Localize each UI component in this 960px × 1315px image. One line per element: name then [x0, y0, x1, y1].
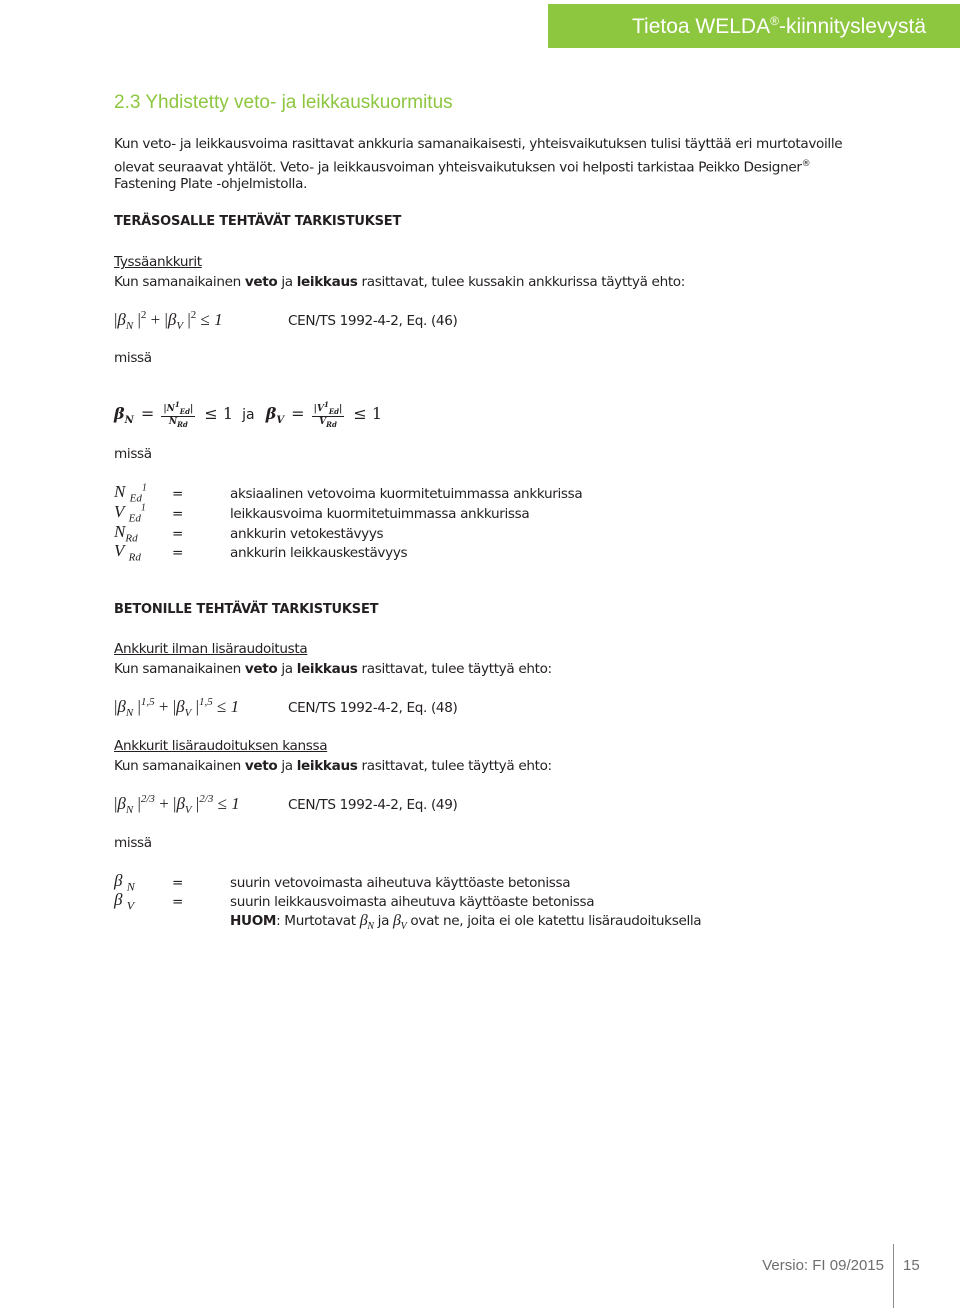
beta-ja-label: ja: [242, 406, 255, 423]
missa-label-2: missä: [114, 446, 152, 462]
intro-line-3: Fastening Plate -ohjelmistolla.: [114, 176, 308, 192]
def-symbol-beta-N: β $_N$: [114, 871, 135, 894]
def-symbol-V-Rd: V $_{Rd}$: [114, 541, 141, 564]
note-line: HUOM: Murtotavat $\beta_N$ ja $\beta_V$ ovat ne, joita ei ole katettu lisäraudoituksella: [230, 912, 702, 933]
concrete-sub-2: Ankkurit lisäraudoituksen kanssa: [114, 738, 328, 754]
def-desc: suurin vetovoimasta aiheutuva käyttöaste betonissa: [230, 875, 571, 891]
def-eq: =: [172, 894, 184, 910]
def-symbol-N-Rd: $N_{Rd}$: [114, 522, 138, 545]
concrete-condition-1: Kun samanaikainen veto ja leikkaus rasittavat, tulee täyttyä ehto:: [114, 661, 552, 677]
def-symbol-V-Ed: V $_{Ed}^1$: [114, 502, 146, 525]
def-symbol-beta-V: β $_V$: [114, 890, 135, 913]
def-eq: =: [172, 526, 184, 542]
formula-48-ref: CEN/TS 1992-4-2, Eq. (48): [288, 700, 458, 716]
intro-line-1: Kun veto- ja leikkausvoima rasittavat ankkuria samanaikaisesti, yhteisvaikutuksen tulisi täyttää eri murtotavoille: [114, 136, 843, 152]
footer-version: Versio: FI 09/2015: [762, 1257, 884, 1274]
steel-subheading: Tyssäankkurit: [114, 254, 202, 270]
def-eq: =: [172, 875, 184, 891]
concrete-heading: BETONILLE TEHTÄVÄT TARKISTUKSET: [114, 602, 379, 617]
formula-49-ref: CEN/TS 1992-4-2, Eq. (49): [288, 797, 458, 813]
formula-48: $|\beta_N$ $|^{1,5} + |\beta_V$ $|^{1,5} \le 1$: [114, 696, 240, 719]
steel-condition: Kun samanaikainen veto ja leikkaus rasittavat, tulee kussakin ankkurissa täyttyä ehto:: [114, 274, 686, 290]
header-title: Tietoa WELDA®-kiinnityslevystä: [632, 14, 926, 38]
formula-46: $|\beta_N$ $|^2 + |\beta_V$ $|^2 \le 1$: [114, 309, 223, 332]
intro-line-2: olevat seuraavat yhtälöt. Veto- ja leikkausvoiman yhteisvaikutuksen voi helposti tarkistaa Peikko Designer®: [114, 159, 811, 176]
missa-label-1: missä: [114, 350, 152, 366]
page-number: 15: [903, 1257, 920, 1274]
def-symbol-N-Ed: N $_{Ed}^1$: [114, 482, 147, 505]
header-banner: [548, 4, 960, 48]
beta-definition-formula: $\beta_N$ = $\frac{|N^1_{Ed}|}{N_{Rd}}$ ≤ 1 ja $\beta_V$ = $\frac{|V^1_{Ed}|}{V_{Rd}}$ ≤ 1: [114, 400, 383, 429]
def-desc: ankkurin vetokestävyys: [230, 526, 384, 542]
formula-49: $|\beta_N$ $|^{2/3} + |\beta_V$ $|^{2/3} \le 1$: [114, 793, 240, 816]
missa-label-3: missä: [114, 835, 152, 851]
def-eq: =: [172, 545, 184, 561]
formula-46-ref: CEN/TS 1992-4-2, Eq. (46): [288, 313, 458, 329]
steel-heading: TERÄSOSALLE TEHTÄVÄT TARKISTUKSET: [114, 214, 402, 229]
concrete-sub-1: Ankkurit ilman lisäraudoitusta: [114, 641, 308, 657]
concrete-condition-2: Kun samanaikainen veto ja leikkaus rasittavat, tulee täyttyä ehto:: [114, 758, 552, 774]
def-desc: aksiaalinen vetovoima kuormitetuimmassa ankkurissa: [230, 486, 583, 502]
def-eq: =: [172, 506, 184, 522]
footer-divider: [893, 1244, 894, 1308]
def-desc: ankkurin leikkauskestävyys: [230, 545, 408, 561]
def-desc: leikkausvoima kuormitetuimmassa ankkurissa: [230, 506, 530, 522]
section-title: 2.3 Yhdistetty veto- ja leikkauskuormitus: [114, 92, 453, 113]
def-desc: suurin leikkausvoimasta aiheutuva käyttöaste betonissa: [230, 894, 595, 910]
def-eq: =: [172, 486, 184, 502]
